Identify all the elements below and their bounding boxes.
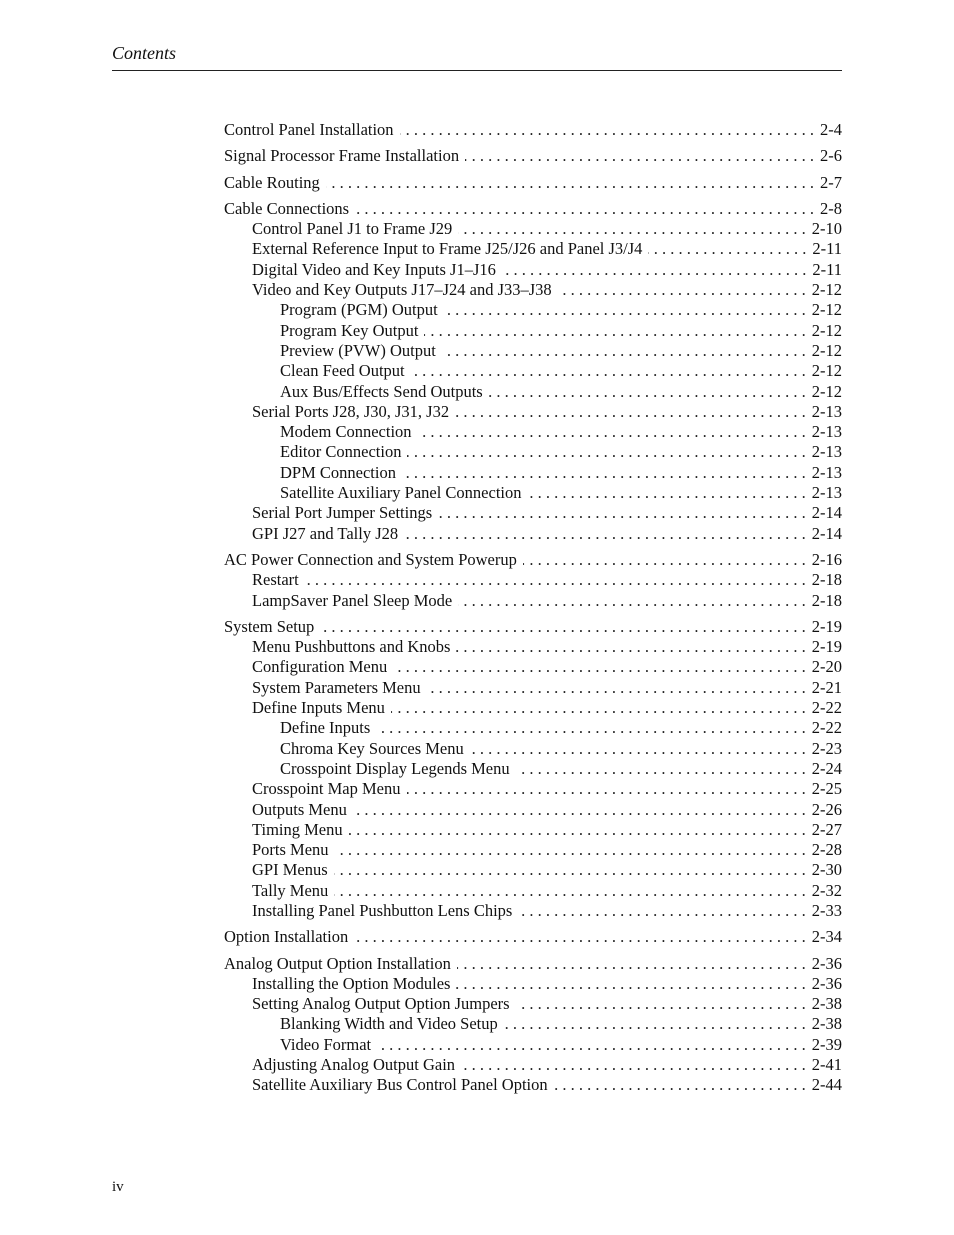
toc-entry-page: 2-12 (811, 300, 842, 320)
toc-dot-leader (334, 860, 806, 880)
toc-entry-page: 2-18 (811, 570, 842, 590)
toc-entry[interactable] (224, 483, 842, 503)
toc-entry-label: Modem Connection (280, 422, 412, 442)
toc-dot-leader (376, 718, 805, 738)
toc-entry[interactable] (224, 881, 842, 901)
toc-entry-label: Chroma Key Sources Menu (280, 738, 464, 758)
toc-dot-leader (502, 260, 806, 280)
toc-dot-leader (353, 800, 806, 820)
toc-dot-leader (418, 422, 806, 442)
toc-dot-leader (305, 570, 806, 590)
toc-entry-label: Define Inputs Menu (252, 698, 385, 718)
toc-dot-leader (458, 219, 805, 239)
toc-dot-leader (402, 463, 806, 483)
toc-entry[interactable] (224, 901, 842, 921)
toc-entry-page: 2-8 (820, 198, 842, 218)
toc-dot-leader (518, 901, 805, 921)
toc-entry-page: 2-14 (811, 503, 842, 523)
toc-entry-page: 2-12 (811, 381, 842, 401)
toc-entry[interactable] (224, 361, 842, 381)
toc-entry[interactable] (224, 321, 842, 341)
toc-entry-page: 2-11 (812, 239, 842, 259)
toc-entry-label: Control Panel J1 to Frame J29 (252, 219, 453, 239)
toc-dot-leader (407, 442, 805, 462)
toc-dot-leader (516, 759, 806, 779)
toc-entry-page: 2-28 (811, 840, 842, 860)
toc-entry[interactable] (224, 1055, 842, 1075)
toc-entry-label: Blanking Width and Video Setup (280, 1014, 498, 1034)
toc-entry-page: 2-13 (811, 462, 842, 482)
toc-dot-leader (400, 120, 814, 140)
toc-dot-leader (456, 974, 805, 994)
toc-dot-leader (489, 382, 806, 402)
toc-dot-leader (326, 173, 814, 193)
toc-entry[interactable] (224, 800, 842, 820)
toc-dot-leader (554, 1075, 806, 1095)
toc-entry-label: Aux Bus/Effects Send Outputs (280, 381, 483, 401)
toc-entry-label: Installing Panel Pushbutton Lens Chips (252, 900, 513, 920)
toc-dot-leader (438, 503, 806, 523)
toc-entry-page: 2-34 (811, 927, 842, 947)
toc-entry-label: Preview (PVW) Output (280, 340, 436, 360)
toc-entry[interactable] (224, 382, 842, 402)
toc-entry-label: Timing Menu (252, 819, 343, 839)
toc-entry-label: System Parameters Menu (252, 677, 421, 697)
toc-entry-page: 2-38 (811, 994, 842, 1014)
toc-entry[interactable] (224, 524, 842, 544)
toc-entry-label: Menu Pushbuttons and Knobs (252, 637, 451, 657)
toc-dot-leader (335, 840, 806, 860)
toc-entry[interactable] (224, 779, 842, 799)
toc-dot-leader (393, 657, 806, 677)
toc-entry-page: 2-13 (811, 401, 842, 421)
toc-entry[interactable] (224, 637, 842, 657)
toc-entry-page: 2-21 (811, 677, 842, 697)
toc-dot-leader (504, 1014, 806, 1034)
toc-entry[interactable] (224, 219, 842, 239)
toc-entry-page: 2-38 (811, 1014, 842, 1034)
toc-entry[interactable] (224, 550, 842, 570)
toc-dot-leader (424, 321, 805, 341)
toc-entry-page: 2-4 (820, 120, 842, 139)
toc-entry-label: Crosspoint Display Legends Menu (280, 758, 510, 778)
toc-entry-label: AC Power Connection and System Powerup (224, 549, 517, 569)
toc-entry[interactable] (224, 739, 842, 759)
toc-entry-label: Adjusting Analog Output Gain (252, 1055, 456, 1075)
toc-entry[interactable] (224, 239, 842, 259)
toc-entry[interactable] (224, 678, 842, 698)
toc-dot-leader (456, 637, 805, 657)
toc-entry-label: Define Inputs (280, 718, 371, 738)
toc-dot-leader (411, 361, 806, 381)
toc-entry-label: Tally Menu (252, 880, 329, 900)
toc-entry-page: 2-12 (811, 361, 842, 381)
toc-entry[interactable] (224, 1035, 842, 1055)
toc-dot-leader (407, 779, 806, 799)
toc-entry[interactable] (224, 698, 842, 718)
toc-dot-leader (444, 300, 806, 320)
toc-entry-page: 2-44 (811, 1075, 842, 1095)
toc-entry[interactable] (224, 260, 842, 280)
toc-dot-leader (320, 617, 805, 637)
toc-entry-label: Clean Feed Output (280, 361, 405, 381)
toc-entry[interactable] (224, 954, 842, 974)
toc-entry[interactable] (224, 927, 842, 947)
toc-dot-leader (523, 550, 806, 570)
toc-entry-page: 2-36 (811, 953, 842, 973)
toc-dot-leader (354, 927, 806, 947)
toc-entry-label: Editor Connection (280, 442, 402, 462)
toc-dot-leader (457, 954, 806, 974)
toc-dot-leader (349, 820, 806, 840)
toc-dot-leader (455, 402, 806, 422)
toc-entry[interactable] (224, 341, 842, 361)
toc-entry[interactable] (224, 503, 842, 523)
toc-entry[interactable] (224, 146, 842, 166)
toc-entry-label: Satellite Auxiliary Bus Control Panel Option (252, 1075, 548, 1095)
toc-entry[interactable] (224, 994, 842, 1014)
toc-entry-page: 2-41 (811, 1055, 842, 1075)
toc-entry[interactable] (224, 657, 842, 677)
toc-entry[interactable] (224, 1075, 842, 1095)
toc-entry-page: 2-20 (811, 657, 842, 677)
toc-entry-page: 2-26 (811, 799, 842, 819)
toc-entry-label: Option Installation (224, 927, 349, 947)
toc-dot-leader (334, 881, 805, 901)
toc-entry[interactable] (224, 173, 842, 193)
toc-entry-label: Serial Ports J28, J30, J31, J32 (252, 401, 450, 421)
toc-entry-label: Program Key Output (280, 320, 419, 340)
toc-entry[interactable] (224, 591, 842, 611)
toc-entry-label: DPM Connection (280, 462, 396, 482)
toc-entry-label: Ports Menu (252, 840, 329, 860)
toc-entry-page: 2-22 (811, 698, 842, 718)
toc-entry-label: Cable Connections (224, 198, 350, 218)
toc-entry[interactable] (224, 840, 842, 860)
toc-entry-label: LampSaver Panel Sleep Mode (252, 590, 453, 610)
toc-entry[interactable] (224, 199, 842, 219)
toc-entry-label: System Setup (224, 616, 315, 636)
toc-entry-page: 2-27 (811, 819, 842, 839)
toc-entry-label: Outputs Menu (252, 799, 347, 819)
toc-entry-page: 2-6 (820, 146, 842, 166)
toc-entry-page: 2-14 (811, 523, 842, 543)
toc-entry[interactable] (224, 120, 842, 140)
toc-entry[interactable] (224, 402, 842, 422)
toc-entry-page: 2-33 (811, 900, 842, 920)
toc-entry-page: 2-13 (811, 483, 842, 503)
toc-entry-label: Configuration Menu (252, 657, 388, 677)
toc-entry-page: 2-30 (811, 860, 842, 880)
toc-entry-page: 2-12 (811, 280, 842, 300)
toc-entry-label: Installing the Option Modules (252, 973, 451, 993)
toc-entry[interactable] (224, 280, 842, 300)
toc-entry-label: Crosspoint Map Menu (252, 779, 401, 799)
toc-entry-label: External Reference Input to Frame J25/J26 and Panel J3/J4 (252, 239, 643, 259)
toc-entry-label: Serial Port Jumper Settings (252, 503, 433, 523)
toc-entry-label: GPI Menus (252, 860, 328, 880)
toc-entry-page: 2-19 (811, 637, 842, 657)
toc-entry[interactable] (224, 1014, 842, 1034)
toc-entry-page: 2-7 (820, 172, 842, 192)
toc-dot-leader (465, 146, 814, 166)
toc-entry-label: Setting Analog Output Option Jumpers (252, 994, 510, 1014)
toc-entry[interactable] (224, 860, 842, 880)
toc-entry-page: 2-24 (811, 758, 842, 778)
toc-entry[interactable] (224, 718, 842, 738)
page-header-title: Contents (112, 43, 177, 63)
toc-entry-label: Digital Video and Key Inputs J1–J16 (252, 259, 496, 279)
toc-entry[interactable] (224, 422, 842, 442)
toc-entry[interactable] (224, 463, 842, 483)
page-number: iv (112, 1179, 124, 1195)
header-divider (112, 70, 842, 71)
toc-dot-leader (558, 280, 806, 300)
toc-entry[interactable] (224, 442, 842, 462)
toc-entry-page: 2-12 (811, 340, 842, 360)
toc-entry-page: 2-23 (811, 738, 842, 758)
toc-entry-page: 2-11 (812, 259, 842, 279)
toc-entry-page: 2-16 (811, 549, 842, 569)
toc-entry-label: Analog Output Option Installation (224, 953, 451, 973)
toc-entry-page: 2-10 (811, 219, 842, 239)
toc-entry-page: 2-13 (811, 442, 842, 462)
toc-entry[interactable] (224, 570, 842, 590)
toc-dot-leader (458, 591, 806, 611)
toc-entry-label: Satellite Auxiliary Panel Connection (280, 483, 522, 503)
toc-entry-page: 2-13 (811, 422, 842, 442)
toc-entry[interactable] (224, 974, 842, 994)
toc-entry[interactable] (224, 759, 842, 779)
toc-dot-leader (470, 739, 806, 759)
toc-entry[interactable] (224, 617, 842, 637)
toc-entry-page: 2-18 (811, 590, 842, 610)
toc-dot-leader (516, 994, 806, 1014)
toc-entry-page: 2-12 (811, 320, 842, 340)
toc-dot-leader (404, 524, 806, 544)
toc-entry-page: 2-25 (811, 779, 842, 799)
toc-entry-page: 2-36 (811, 973, 842, 993)
toc-dot-leader (377, 1035, 806, 1055)
toc-entry[interactable] (224, 300, 842, 320)
toc-entry-label: Control Panel Installation (224, 120, 394, 139)
toc-entry-label: Signal Processor Frame Installation (224, 146, 460, 166)
toc-dot-leader (427, 678, 806, 698)
toc-entry-page: 2-32 (811, 880, 842, 900)
toc-entry-page: 2-22 (811, 718, 842, 738)
toc-entry-label: Video and Key Outputs J17–J24 and J33–J38 (252, 280, 552, 300)
toc-dot-leader (528, 483, 806, 503)
toc-dot-leader (461, 1055, 806, 1075)
toc-entry-label: Video Format (280, 1034, 372, 1054)
toc-dot-leader (391, 698, 806, 718)
toc-entry-label: GPI J27 and Tally J28 (252, 523, 399, 543)
toc-entry-page: 2-39 (811, 1034, 842, 1054)
toc-entry-label: Cable Routing (224, 172, 320, 192)
toc-dot-leader (355, 199, 814, 219)
toc-entry-label: Program (PGM) Output (280, 300, 438, 320)
toc-dot-leader (648, 239, 806, 259)
toc-entry-label: Restart (252, 570, 299, 590)
toc-entry[interactable] (224, 820, 842, 840)
toc-dot-leader (442, 341, 806, 361)
toc-entry-page: 2-19 (811, 616, 842, 636)
table-of-contents (224, 120, 842, 1096)
